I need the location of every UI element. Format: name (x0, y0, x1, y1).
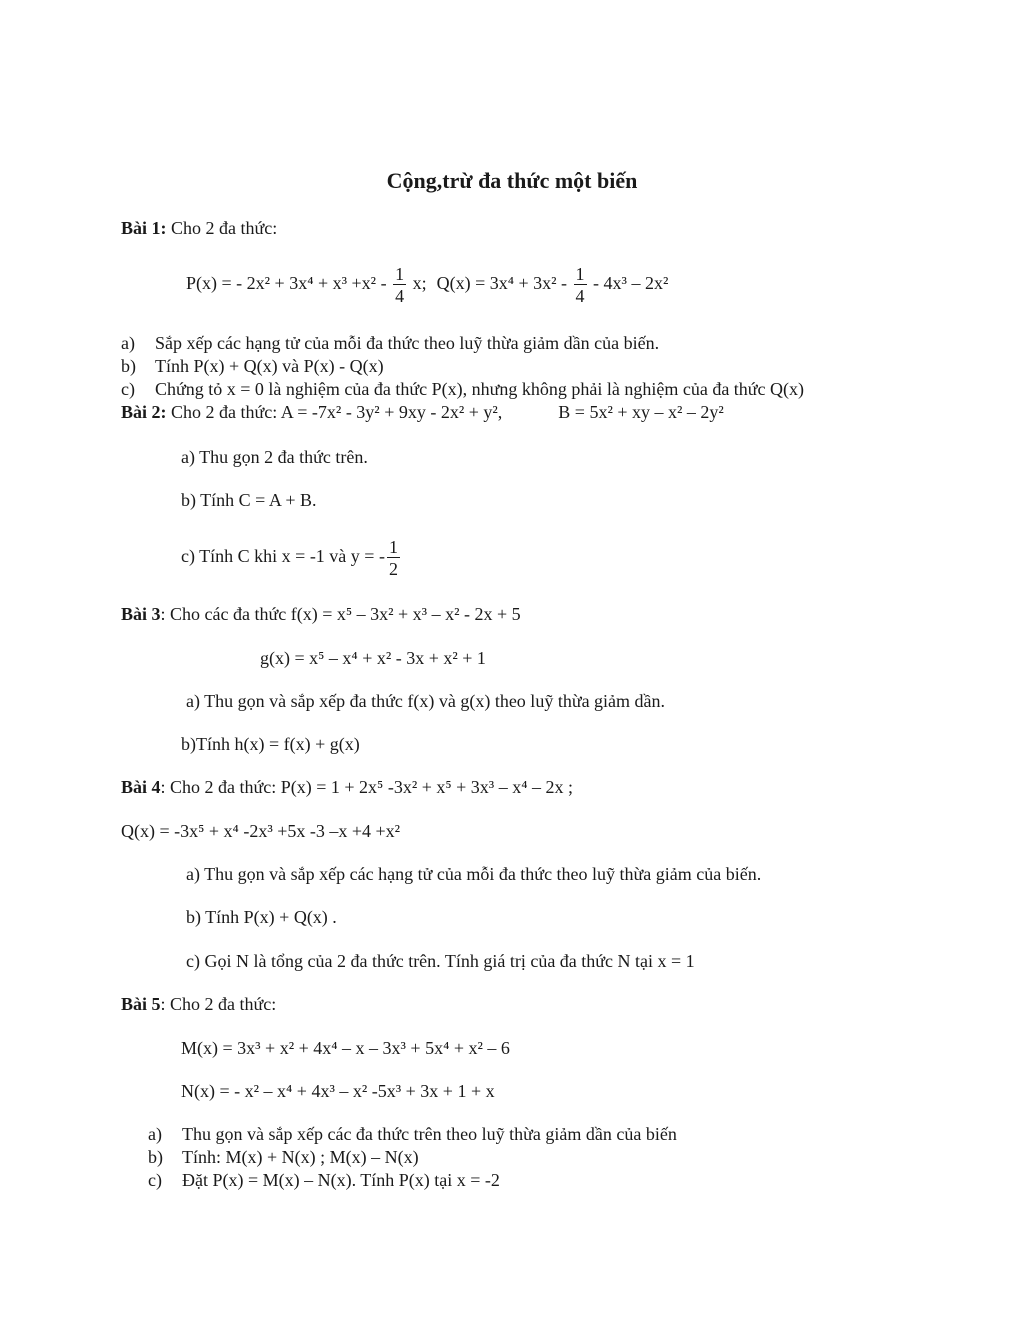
list-text: Tính P(x) + Q(x) và P(x) - Q(x) (155, 356, 384, 376)
bai1-p-post: x; (408, 273, 427, 293)
bai3-label: Bài 3 (121, 604, 161, 624)
bai2-c-pre: c) Tính C khi x = -1 và y = - (181, 546, 385, 566)
bai2-item-a: a) Thu gọn 2 đa thức trên. (181, 447, 368, 467)
list-marker: b) (121, 356, 136, 376)
bai3-item-b: b)Tính h(x) = f(x) + g(x) (181, 734, 360, 754)
list-item (121, 332, 659, 354)
bai1-intro: Cho 2 đa thức: (166, 218, 278, 238)
bai3-heading (121, 603, 521, 625)
bai1-p-fraction (393, 264, 406, 307)
bai4-label: Bài 4 (121, 777, 161, 797)
bai5-heading (121, 993, 276, 1015)
bai4-item-b: b) Tính P(x) + Q(x) . (186, 907, 337, 927)
bai5-n-expression: N(x) = - x² – x⁴ + 4x³ – x² -5x³ + 3x + 1 + x (181, 1081, 495, 1101)
bai1-label: Bài 1: (121, 218, 167, 238)
bai2-b-expression: B = 5x² + xy – x² – 2y² (558, 402, 724, 422)
fraction-denominator: 4 (395, 286, 405, 307)
bai1-polynomials (186, 261, 668, 306)
fraction-numerator: 1 (395, 264, 405, 285)
fraction-denominator: 2 (388, 559, 398, 580)
bai2-item-b: b) Tính C = A + B. (181, 490, 317, 510)
list-text: Sắp xếp các hạng tử của mỗi đa thức theo luỹ thừa giảm dần của biến. (155, 333, 660, 353)
bai1-heading (121, 217, 277, 239)
list-item (121, 378, 804, 400)
list-text: Đặt P(x) = M(x) – N(x). Tính P(x) tại x = -2 (182, 1170, 500, 1190)
bai2-label: Bài 2: (121, 402, 167, 422)
bai4-heading (121, 776, 573, 798)
bai2-heading (121, 401, 724, 423)
bai1-q-post: - 4x³ – 2x² (588, 273, 669, 293)
bai3-g-expression: g(x) = x⁵ – x⁴ + x² - 3x + x² + 1 (260, 648, 486, 668)
bai5-intro: : Cho 2 đa thức: (160, 994, 277, 1014)
page-title: Cộng,trừ đa thức một biến (386, 168, 638, 193)
list-marker: c) (148, 1170, 162, 1190)
fraction-numerator: 1 (388, 537, 398, 558)
list-text: Tính: M(x) + N(x) ; M(x) – N(x) (182, 1147, 419, 1167)
bai1-p-pre: P(x) = - 2x² + 3x⁴ + x³ +x² - (186, 273, 392, 293)
bai5-label: Bài 5 (121, 994, 161, 1014)
bai5-m-expression: M(x) = 3x³ + x² + 4x⁴ – x – 3x³ + 5x⁴ + x² – 6 (181, 1038, 510, 1058)
list-text: Thu gọn và sắp xếp các đa thức trên theo luỹ thừa giảm dần của biến (182, 1124, 677, 1144)
bai2-intro: Cho 2 đa thức: A = -7x² - 3y² + 9xy - 2x² + y², (166, 402, 503, 422)
bai4-item-c: c) Gọi N là tổng của 2 đa thức trên. Tính giá trị của đa thức N tại x = 1 (186, 951, 695, 971)
bai1-q-pre: Q(x) = 3x⁴ + 3x² - (436, 273, 572, 293)
bai2-item-c (181, 534, 402, 579)
list-item (148, 1146, 419, 1168)
bai2-c-fraction (387, 537, 400, 580)
list-item (148, 1123, 677, 1145)
bai1-q-fraction (574, 264, 587, 307)
list-marker: a) (148, 1124, 162, 1144)
list-marker: b) (148, 1147, 163, 1167)
fraction-numerator: 1 (575, 264, 585, 285)
list-item (148, 1169, 500, 1191)
list-item (121, 355, 384, 377)
list-text: Chứng tỏ x = 0 là nghiệm của đa thức P(x), nhưng không phải là nghiệm của đa thức Q(x) (155, 379, 805, 399)
fraction-denominator: 4 (575, 286, 585, 307)
bai3-intro: : Cho các đa thức f(x) = x⁵ – 3x² + x³ – x² - 2x + 5 (160, 604, 521, 624)
bai3-item-a: a) Thu gọn và sắp xếp đa thức f(x) và g(x) theo luỹ thừa giảm dần. (186, 691, 666, 711)
list-marker: c) (121, 379, 135, 399)
bai4-q-expression: Q(x) = -3x⁵ + x⁴ -2x³ +5x -3 –x +4 +x² (121, 821, 401, 841)
list-marker: a) (121, 333, 135, 353)
bai4-item-a: a) Thu gọn và sắp xếp các hạng tử của mỗi đa thức theo luỹ thừa giảm của biến. (186, 864, 762, 884)
bai4-intro: : Cho 2 đa thức: P(x) = 1 + 2x⁵ -3x² + x⁵ + 3x³ – x⁴ – 2x ; (160, 777, 573, 797)
